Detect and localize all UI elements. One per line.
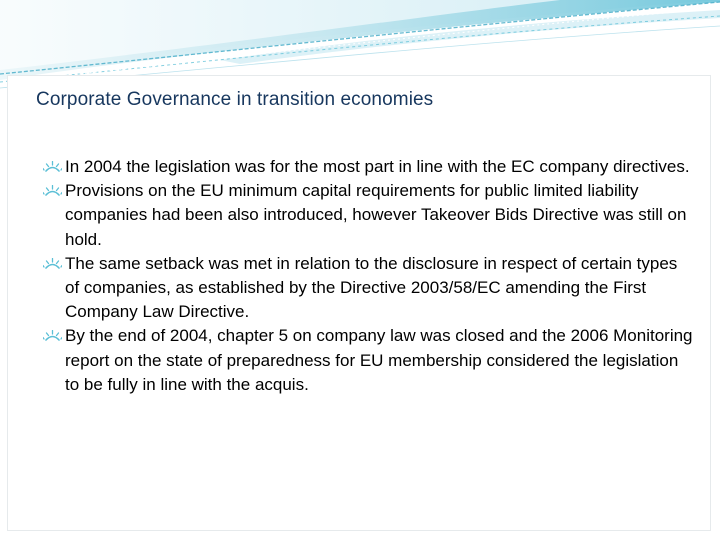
slide-title: Corporate Governance in transition economies <box>36 89 434 110</box>
bullet-item <box>45 179 695 252</box>
bullet-item <box>45 324 695 397</box>
bullet-text: Provisions on the EU minimum capital requirements for public limited liability companies had been also introduced, however Takeover Bids Directive was still on hold. <box>65 181 687 249</box>
bullet-text: In 2004 the legislation was for the most part in line with the EC company directives. <box>65 157 690 176</box>
sunburst-bullet-icon <box>43 185 62 197</box>
sunburst-bullet-icon <box>43 330 62 342</box>
bullet-item <box>45 252 695 325</box>
bullet-item <box>45 155 695 179</box>
sunburst-bullet-icon <box>43 161 62 173</box>
bullet-list <box>45 155 695 397</box>
sunburst-bullet-icon <box>43 258 62 270</box>
bullet-text: By the end of 2004, chapter 5 on company law was closed and the 2006 Monitoring report on the state of preparedness for EU membership considered the legislation to be fully in line with the acquis. <box>65 326 693 394</box>
bullet-text: The same setback was met in relation to the disclosure in respect of certain types of companies, as established by the Directive 2003/58/EC amending the First Company Law Directive. <box>65 253 678 322</box>
